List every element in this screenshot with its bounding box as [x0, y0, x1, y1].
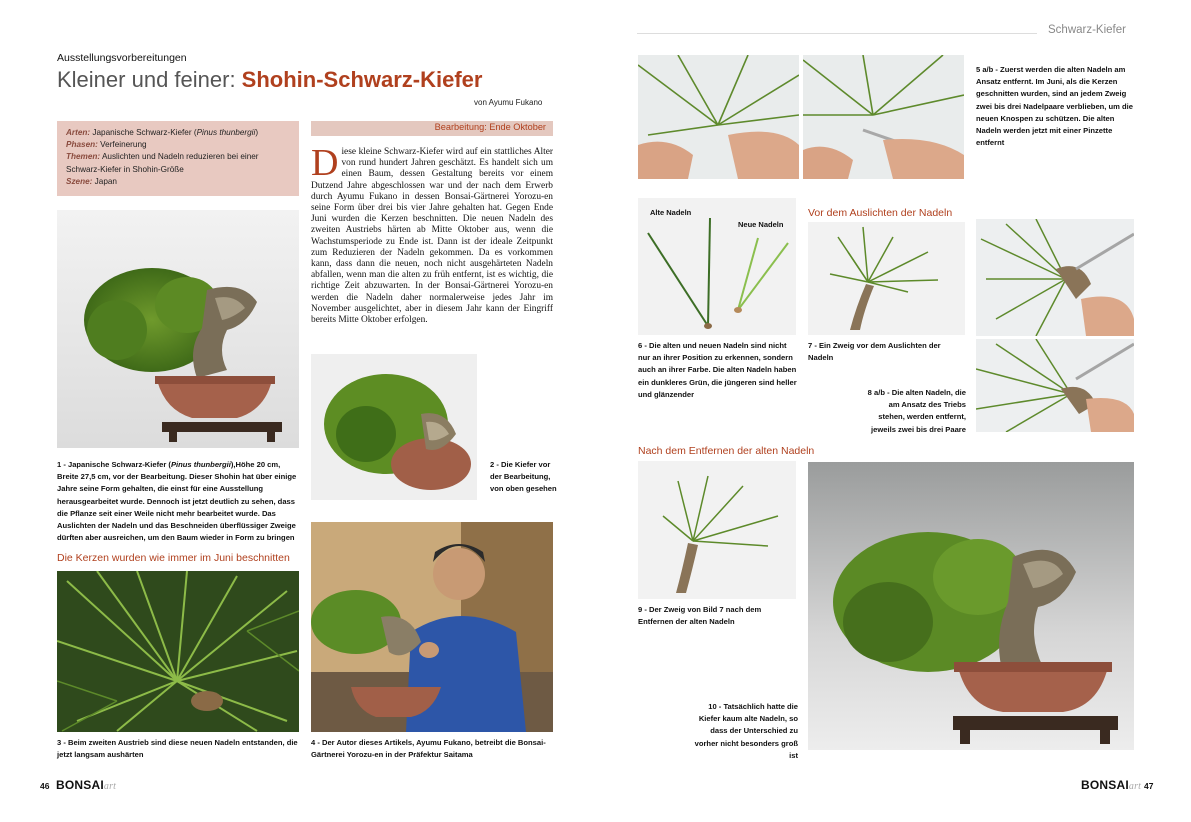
- info-key-szene: Szene:: [66, 176, 93, 186]
- body-paragraph: iese kleine Schwarz-Kiefer wird auf ein stattliches Alter von rund hundert Jahren geschätzt. Es handelt sich um einen Baum, dessen Gestaltung bereits vor einem Dutzend Jahre abgeschlossen war und der nach dem Erwerb durch Ayumu Fukano in dessen Bonsai-Gärtnerei Yorozu-en seine Form über drei bis vier Jahre gehalten hat. Gegen Ende Juni wurden die Kerzen beschnitten. Die neuen Nadeln des zweiten Austriebs härten ab Mitte Oktober aus, wenn die Wachstumsperiode zu Ende ist. Dann ist der ideale Zeitpunkt zum Reduzieren der Nadeln gekommen. Da es vorkommen kann, dass dann die neuen, noch nicht ausgehärteten Nadeln abfallen, wenn man die alten zu früh entfernt, ist es wichtig, die richtige Zeit abzuwarten. In der Bonsai-Gärtnerei Yorozu-en werden die Nadeln daher normalerweise jedes Jahr im November ausgelichtet, aber in diesem Jahr kann der Eingriff bereits Mitte Oktober erfolgen.: [311, 147, 553, 326]
- page-number-right: 47: [1144, 781, 1154, 791]
- photo-9-branch-after: [638, 461, 796, 599]
- drop-cap: D: [311, 142, 339, 184]
- magazine-logo-right: [1081, 778, 1141, 792]
- magazine-logo-left: [56, 778, 116, 792]
- photo-5b-tweezers: [803, 55, 964, 179]
- caption-6: 6 - Die alten und neuen Nadeln sind nicht nur an ihrer Position zu erkennen, sondern auch an ihrer Farbe. Die alten Nadeln haben ein dunkleres Grün, die jüngeren sind heller und glänzender: [638, 341, 797, 399]
- photo-8a-removing: [976, 219, 1134, 336]
- brand-name: BONSAI: [1081, 778, 1129, 792]
- caption-9: 9 - Der Zweig von Bild 7 nach dem Entfernen der alten Nadeln: [638, 605, 762, 627]
- caption-4: 4 - Der Autor dieses Artikels, Ayumu Fukano, betreibt die Bonsai-Gärtnerei Yorozu-en in der Präfektur Saitama: [311, 738, 546, 760]
- photo-10-bonsai-after: [808, 462, 1134, 750]
- bearbeitung-bar: Bearbeitung: Ende Oktober: [311, 121, 553, 136]
- info-key-themen: Themen:: [66, 152, 101, 162]
- photo-8b-removing: [976, 339, 1134, 432]
- label-old-needles: Alte Nadeln: [650, 208, 692, 217]
- photo-3-new-needles: [57, 571, 299, 732]
- section-kicker: Ausstellungsvorbereitungen: [57, 52, 187, 64]
- info-val-arten: Japanische Schwarz-Kiefer (: [90, 128, 197, 137]
- info-box: [57, 121, 299, 196]
- caption-7: 7 - Ein Zweig vor dem Auslichten der Nadeln: [808, 341, 941, 363]
- photo-4-author: [311, 522, 553, 732]
- caption-5: 5 a/b - Zuerst werden die alten Nadeln am Ansatz entfernt. Im Juni, als die Kerzen geschnitten wurden, sind an jedem Zweig zwei bis drei Nadelpaare verblieben, um die neuen Knospen zu schützen. Die alten Nadeln werden jetzt mit einer Pinzette entfernt: [976, 65, 1133, 148]
- photo-5a-tweezers: [638, 55, 799, 179]
- brand-art: art: [103, 781, 117, 792]
- caption-2: 2 - Die Kiefer vor der Bearbeitung, von oben gesehen: [490, 460, 557, 494]
- info-val-arten-close: ): [255, 128, 259, 137]
- label-new-needles: Neue Nadeln: [738, 220, 784, 229]
- photo-7-branch-before: [808, 222, 965, 335]
- caption-1-pre: 1 - Japanische Schwarz-Kiefer (: [57, 460, 171, 469]
- info-key-phasen: Phasen:: [66, 140, 98, 150]
- brand-name: BONSAI: [56, 778, 104, 792]
- caption-1-latin: Pinus thunbergii: [170, 460, 231, 469]
- photo-2-from-above: [311, 354, 477, 500]
- article-title: [57, 67, 482, 93]
- photo-1-bonsai-before: [57, 210, 299, 448]
- photo-6-needles-compare: [638, 198, 796, 335]
- info-val-phasen: Verfeinerung: [97, 140, 147, 150]
- caption-10: 10 - Tatsächlich hatte die Kiefer kaum alte Nadeln, so dass der Unterschied zu vorher nicht besonders groß ist: [694, 702, 798, 760]
- info-key-arten: Arten:: [66, 128, 91, 137]
- brand-art: art: [1128, 781, 1142, 792]
- info-val-themen: Auslichten und Nadeln reduzieren bei einer Schwarz-Kiefer in Shohin-Größe: [66, 152, 259, 174]
- running-head-rule: [637, 33, 1037, 34]
- page-number-left: 46: [40, 781, 50, 791]
- heading-nach-entfernen: Nach dem Entfernen der alten Nadeln: [638, 445, 815, 457]
- running-head: Schwarz-Kiefer: [1048, 24, 1126, 36]
- title-prefix: Kleiner und feiner:: [57, 67, 242, 92]
- caption-1-post: ),Höhe 20 cm, Breite 27,5 cm, vor der Bearbeitung. Dieser Shohin hat über einige Jahre seine Form gehalten, die einst für eine Ausstellung herausgearbeitet wurde. Dennoch ist jetzt deutlich zu sehen, dass die Pflanze seit einer Weile nicht mehr bearbeitet wurde. Das Auslichten der Nadeln und das Beschneiden überflüssiger Zweige dürften aber ausreichen, um den Baum wieder in Form zu bringen: [57, 460, 297, 543]
- caption-1: [57, 459, 301, 544]
- caption-8: 8 a/b - Die alten Nadeln, die am Ansatz des Triebs stehen, werden entfernt, jeweils zwei bis drei Paare: [867, 388, 966, 434]
- heading-kerzen: Die Kerzen wurden wie immer im Juni beschnitten: [57, 552, 290, 564]
- info-val-arten-latin: Pinus thunbergii: [196, 128, 256, 137]
- title-accent: Shohin-Schwarz-Kiefer: [241, 67, 483, 92]
- info-val-szene: Japan: [92, 176, 117, 186]
- body-text: [311, 142, 553, 326]
- byline: von Ayumu Fukano: [474, 98, 543, 107]
- caption-3: 3 - Beim zweiten Austrieb sind diese neuen Nadeln entstanden, die jetzt langsam aushärten: [57, 738, 298, 760]
- heading-vor-auslichten: Vor dem Auslichten der Nadeln: [808, 207, 953, 219]
